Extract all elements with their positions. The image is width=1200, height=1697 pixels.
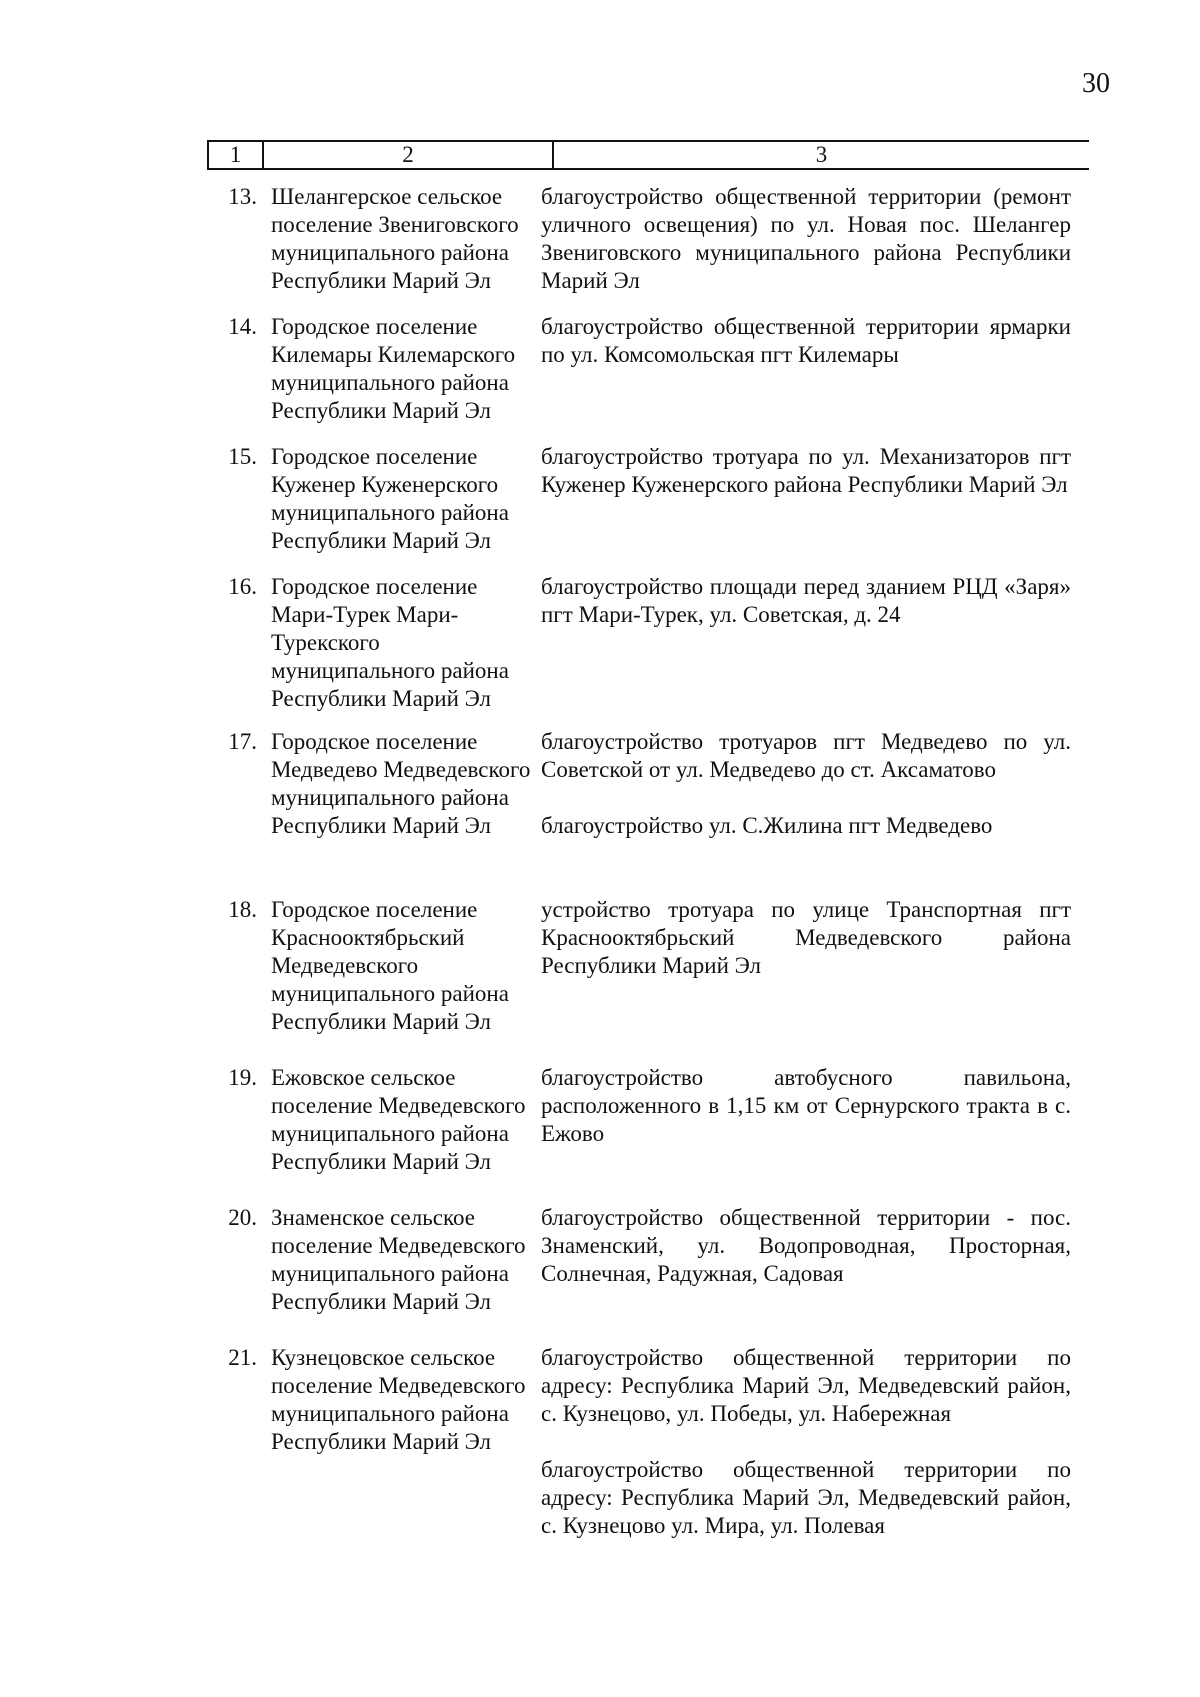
- table-row: [207, 1204, 1097, 1344]
- works-cell: [541, 1064, 1071, 1204]
- table-row: [207, 183, 1097, 313]
- settlement-name: Городское поселение Килемары Килемарского муниципального района Республики Марий Эл: [271, 314, 516, 423]
- table-row: [207, 1344, 1097, 1544]
- work-item: благоустройство площади перед зданием РЦД «Заря» пгт Мари-Турек, ул. Советская, д. 24: [541, 574, 1071, 627]
- works-cell: [541, 728, 1071, 896]
- row-number: 18.: [228, 897, 257, 922]
- row-number: 13.: [228, 184, 257, 209]
- work-item: благоустройство автобусного павильона, расположенного в 1,15 км от Сернурского тракта в с. Ежово: [541, 1065, 1071, 1146]
- row-number: 15.: [228, 444, 257, 469]
- table-row: [207, 313, 1097, 443]
- settlement-name: Ежовское сельское поселение Медведевского муниципального района Республики Марий Эл: [271, 1065, 526, 1174]
- table-row: [207, 728, 1097, 896]
- work-item: благоустройство общественной территории по адресу: Республика Марий Эл, Медведевский район, с. Кузнецово ул. Мира, ул. Полевая: [541, 1457, 1071, 1538]
- works-cell: [541, 183, 1071, 313]
- row-number: 14.: [228, 314, 257, 339]
- works-cell: [541, 573, 1071, 728]
- work-item: благоустройство общественной территории (ремонт уличного освещения) по ул. Новая пос. Шелангер Звениговского муниципального района Республики Марий Эл: [541, 184, 1071, 293]
- settlement-name: Городское поселение Куженер Куженерского муниципального района Республики Марий Эл: [271, 444, 509, 553]
- page-number: 30: [1082, 68, 1110, 99]
- work-item: благоустройство общественной территории - пос. Знаменский, ул. Водопроводная, Просторная, Солнечная, Радужная, Садовая: [541, 1205, 1071, 1286]
- row-number: 16.: [228, 574, 257, 599]
- works-cell: [541, 1204, 1071, 1344]
- header-col-2: 2: [262, 142, 554, 168]
- table-row: [207, 443, 1097, 573]
- table-row: [207, 896, 1097, 1064]
- row-number: 20.: [228, 1205, 257, 1230]
- works-cell: [541, 1344, 1071, 1544]
- settlement-name: Знаменское сельское поселение Медведевского муниципального района Республики Марий Эл: [271, 1205, 526, 1314]
- row-number: 21.: [228, 1345, 257, 1370]
- row-number: 19.: [228, 1065, 257, 1090]
- settlement-name: Городское поселение Медведево Медведевского муниципального района Республики Марий Эл: [271, 729, 531, 838]
- work-item: благоустройство общественной территории по адресу: Республика Марий Эл, Медведевский район, с. Кузнецово, ул. Победы, ул. Набережная: [541, 1345, 1071, 1426]
- work-item: благоустройство общественной территории ярмарки по ул. Комсомольская пгт Килемары: [541, 314, 1071, 367]
- settlement-name: Шелангерское сельское поселение Звениговского муниципального района Республики Марий Эл: [271, 184, 519, 293]
- table-header: [207, 140, 1089, 170]
- work-item: благоустройство тротуара по ул. Механизаторов пгт Куженер Куженерского района Республики Марий Эл: [541, 444, 1071, 497]
- header-col-3: 3: [815, 142, 828, 167]
- table-row: [207, 1064, 1097, 1204]
- settlement-name: Кузнецовское сельское поселение Медведевского муниципального района Республики Марий Эл: [271, 1345, 526, 1454]
- header-col-1: 1: [207, 142, 262, 168]
- work-item: устройство тротуара по улице Транспортная пгт Краснооктябрьский Медведевского района Республики Марий Эл: [541, 897, 1071, 978]
- settlement-name: Городское поселение Краснооктябрьский Медведевского муниципального района Республики Марий Эл: [271, 897, 509, 1034]
- works-cell: [541, 443, 1071, 573]
- settlement-name: Городское поселение Мари-Турек Мари-Турекского муниципального района Республики Марий Эл: [271, 574, 509, 711]
- works-cell: [541, 313, 1071, 443]
- work-item: благоустройство тротуаров пгт Медведево по ул. Советской от ул. Медведево до ст. Аксаматово: [541, 729, 1071, 782]
- table-row: [207, 573, 1097, 728]
- row-number: 17.: [228, 729, 257, 754]
- work-item: благоустройство ул. С.Жилина пгт Медведево: [541, 813, 993, 838]
- table-body: [207, 183, 1097, 1544]
- works-cell: [541, 896, 1071, 1064]
